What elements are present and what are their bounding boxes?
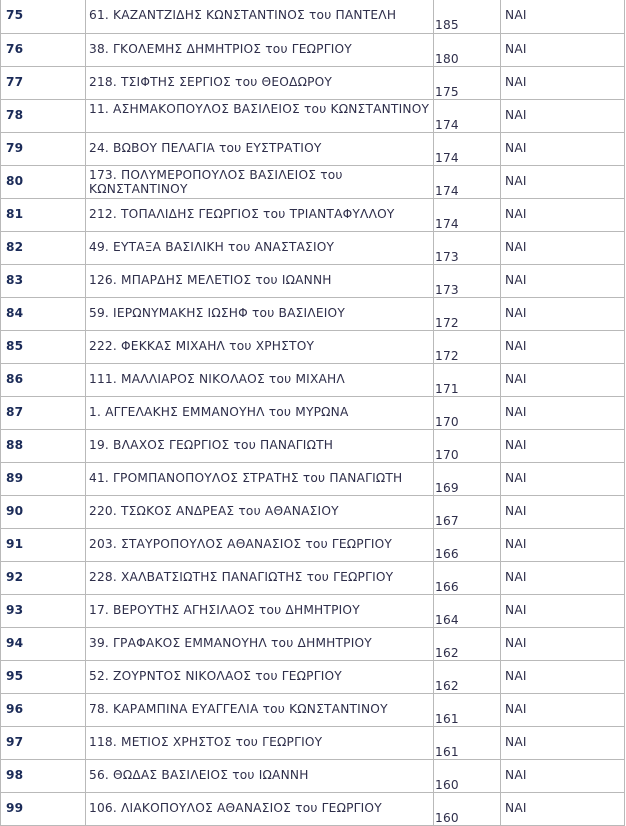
score-cell: 170 [434,430,501,463]
table-row [1,364,625,397]
name-cell: 19. ΒΛΑΧΟΣ ΓΕΩΡΓΙΟΣ του ΠΑΝΑΓΙΩΤΗ [86,430,434,463]
name-cell: 111. ΜΑΛΛΙΑΡΟΣ ΝΙΚΟΛΑΟΣ του ΜΙΧΑΗΛ [86,364,434,397]
score-cell: 174 [434,166,501,199]
table-row [1,661,625,694]
rank-cell: 76 [1,34,86,67]
name-cell: 106. ΛΙΑΚΟΠΟΥΛΟΣ ΑΘΑΝΑΣΙΟΣ του ΓΕΩΡΓΙΟΥ [86,793,434,826]
rank-cell: 75 [1,0,86,34]
name-cell: 220. ΤΣΩΚΟΣ ΑΝΔΡΕΑΣ του ΑΘΑΝΑΣΙΟΥ [86,496,434,529]
table-row [1,34,625,67]
rank-cell: 90 [1,496,86,529]
name-cell: 126. ΜΠΑΡΔΗΣ ΜΕΛΕΤΙΟΣ του ΙΩΑΝΝΗ [86,265,434,298]
rank-cell: 80 [1,166,86,199]
status-cell: ΝΑΙ [501,793,625,826]
name-cell: 49. ΕΥΤΑΞΑ ΒΑΣΙΛΙΚΗ του ΑΝΑΣΤΑΣΙΟΥ [86,232,434,265]
name-cell: 222. ΦΕΚΚΑΣ ΜΙΧΑΗΛ του ΧΡΗΣΤΟΥ [86,331,434,364]
status-cell: ΝΑΙ [501,760,625,793]
status-cell: ΝΑΙ [501,232,625,265]
table-row [1,496,625,529]
score-cell: 167 [434,496,501,529]
name-cell: 118. ΜΕΤΙΟΣ ΧΡΗΣΤΟΣ του ΓΕΩΡΓΙΟΥ [86,727,434,760]
score-cell: 166 [434,562,501,595]
status-cell: ΝΑΙ [501,298,625,331]
status-cell: ΝΑΙ [501,67,625,100]
rank-cell: 95 [1,661,86,694]
table-row [1,760,625,793]
name-cell: 38. ΓΚΟΛΕΜΗΣ ΔΗΜΗΤΡΙΟΣ του ΓΕΩΡΓΙΟΥ [86,34,434,67]
score-cell: 174 [434,100,501,133]
status-cell: ΝΑΙ [501,397,625,430]
name-cell: 39. ΓΡΑΦΑΚΟΣ ΕΜΜΑΝΟΥΗΛ του ΔΗΜΗΤΡΙΟΥ [86,628,434,661]
name-cell: 52. ΖΟΥΡΝΤΟΣ ΝΙΚΟΛΑΟΣ του ΓΕΩΡΓΙΟΥ [86,661,434,694]
rank-cell: 85 [1,331,86,364]
rank-cell: 82 [1,232,86,265]
score-cell: 166 [434,529,501,562]
rank-cell: 88 [1,430,86,463]
score-cell: 161 [434,694,501,727]
score-cell: 174 [434,133,501,166]
name-cell: 1. ΑΓΓΕΛΑΚΗΣ ΕΜΜΑΝΟΥΗΛ του ΜΥΡΩΝΑ [86,397,434,430]
name-cell: 203. ΣΤΑΥΡΟΠΟΥΛΟΣ ΑΘΑΝΑΣΙΟΣ του ΓΕΩΡΓΙΟΥ [86,529,434,562]
score-cell: 161 [434,727,501,760]
score-cell: 160 [434,760,501,793]
table-row [1,265,625,298]
status-cell: ΝΑΙ [501,133,625,166]
score-cell: 185 [434,0,501,34]
rank-cell: 97 [1,727,86,760]
table-row [1,232,625,265]
rank-cell: 98 [1,760,86,793]
status-cell: ΝΑΙ [501,166,625,199]
status-cell: ΝΑΙ [501,265,625,298]
table-row [1,331,625,364]
rank-cell: 86 [1,364,86,397]
name-cell: 78. ΚΑΡΑΜΠΙΝΑ ΕΥΑΓΓΕΛΙΑ του ΚΩΝΣΤΑΝΤΙΝΟΥ [86,694,434,727]
rank-cell: 84 [1,298,86,331]
table-row [1,133,625,166]
score-cell: 169 [434,463,501,496]
table-row [1,793,625,826]
status-cell: ΝΑΙ [501,100,625,133]
table-row [1,298,625,331]
rank-cell: 78 [1,100,86,133]
name-cell: 218. ΤΣΙΦΤΗΣ ΣΕΡΓΙΟΣ του ΘΕΟΔΩΡΟΥ [86,67,434,100]
rank-cell: 99 [1,793,86,826]
name-cell: 56. ΘΩΔΑΣ ΒΑΣΙΛΕΙΟΣ του ΙΩΑΝΝΗ [86,760,434,793]
score-cell: 162 [434,628,501,661]
score-cell: 172 [434,298,501,331]
rank-cell: 94 [1,628,86,661]
name-cell: 173. ΠΟΛΥΜΕΡΟΠΟΥΛΟΣ ΒΑΣΙΛΕΙΟΣ του ΚΩΝΣΤΑΝΤΙΝΟΥ [86,166,434,199]
status-cell: ΝΑΙ [501,628,625,661]
table-row [1,67,625,100]
rank-cell: 79 [1,133,86,166]
score-cell: 160 [434,793,501,826]
rank-cell: 93 [1,595,86,628]
status-cell: ΝΑΙ [501,364,625,397]
status-cell: ΝΑΙ [501,661,625,694]
rank-cell: 89 [1,463,86,496]
table-row [1,100,625,133]
name-cell: 61. ΚΑΖΑΝΤΖΙΔΗΣ ΚΩΝΣΤΑΝΤΙΝΟΣ του ΠΑΝΤΕΛΗ [86,0,434,34]
rank-cell: 96 [1,694,86,727]
name-cell: 41. ΓΡΟΜΠΑΝΟΠΟΥΛΟΣ ΣΤΡΑΤΗΣ του ΠΑΝΑΓΙΩΤΗ [86,463,434,496]
status-cell: ΝΑΙ [501,562,625,595]
rank-cell: 83 [1,265,86,298]
status-cell: ΝΑΙ [501,199,625,232]
status-cell: ΝΑΙ [501,430,625,463]
status-cell: ΝΑΙ [501,694,625,727]
status-cell: ΝΑΙ [501,0,625,34]
status-cell: ΝΑΙ [501,496,625,529]
table-row [1,595,625,628]
rank-cell: 87 [1,397,86,430]
score-cell: 180 [434,34,501,67]
status-cell: ΝΑΙ [501,34,625,67]
name-cell: 11. ΑΣΗΜΑΚΟΠΟΥΛΟΣ ΒΑΣΙΛΕΙΟΣ του ΚΩΝΣΤΑΝΤΙΝΟΥ [86,100,434,133]
score-cell: 170 [434,397,501,430]
table-row [1,727,625,760]
table-row [1,397,625,430]
status-cell: ΝΑΙ [501,331,625,364]
status-cell: ΝΑΙ [501,463,625,496]
score-cell: 171 [434,364,501,397]
name-cell: 24. ΒΩΒΟΥ ΠΕΛΑΓΙΑ του ΕΥΣΤΡΑΤΙΟΥ [86,133,434,166]
name-cell: 212. ΤΟΠΑΛΙΔΗΣ ΓΕΩΡΓΙΟΣ του ΤΡΙΑΝΤΑΦΥΛΛΟΥ [86,199,434,232]
score-cell: 173 [434,265,501,298]
score-cell: 172 [434,331,501,364]
table-row [1,430,625,463]
table-row [1,694,625,727]
score-cell: 174 [434,199,501,232]
name-cell: 59. ΙΕΡΩΝΥΜΑΚΗΣ ΙΩΣΗΦ του ΒΑΣΙΛΕΙΟΥ [86,298,434,331]
table-row [1,166,625,199]
rank-cell: 81 [1,199,86,232]
rank-cell: 91 [1,529,86,562]
ranking-table-body [1,0,625,826]
table-row [1,0,625,34]
table-row [1,529,625,562]
table-row [1,199,625,232]
status-cell: ΝΑΙ [501,595,625,628]
name-cell: 17. ΒΕΡΟΥΤΗΣ ΑΓΗΣΙΛΑΟΣ του ΔΗΜΗΤΡΙΟΥ [86,595,434,628]
rank-cell: 77 [1,67,86,100]
score-cell: 175 [434,67,501,100]
table-row [1,562,625,595]
score-cell: 162 [434,661,501,694]
table-row [1,463,625,496]
table-row [1,628,625,661]
status-cell: ΝΑΙ [501,727,625,760]
status-cell: ΝΑΙ [501,529,625,562]
name-cell: 228. ΧΑΛΒΑΤΣΙΩΤΗΣ ΠΑΝΑΓΙΩΤΗΣ του ΓΕΩΡΓΙΟΥ [86,562,434,595]
rank-cell: 92 [1,562,86,595]
score-cell: 164 [434,595,501,628]
score-cell: 173 [434,232,501,265]
